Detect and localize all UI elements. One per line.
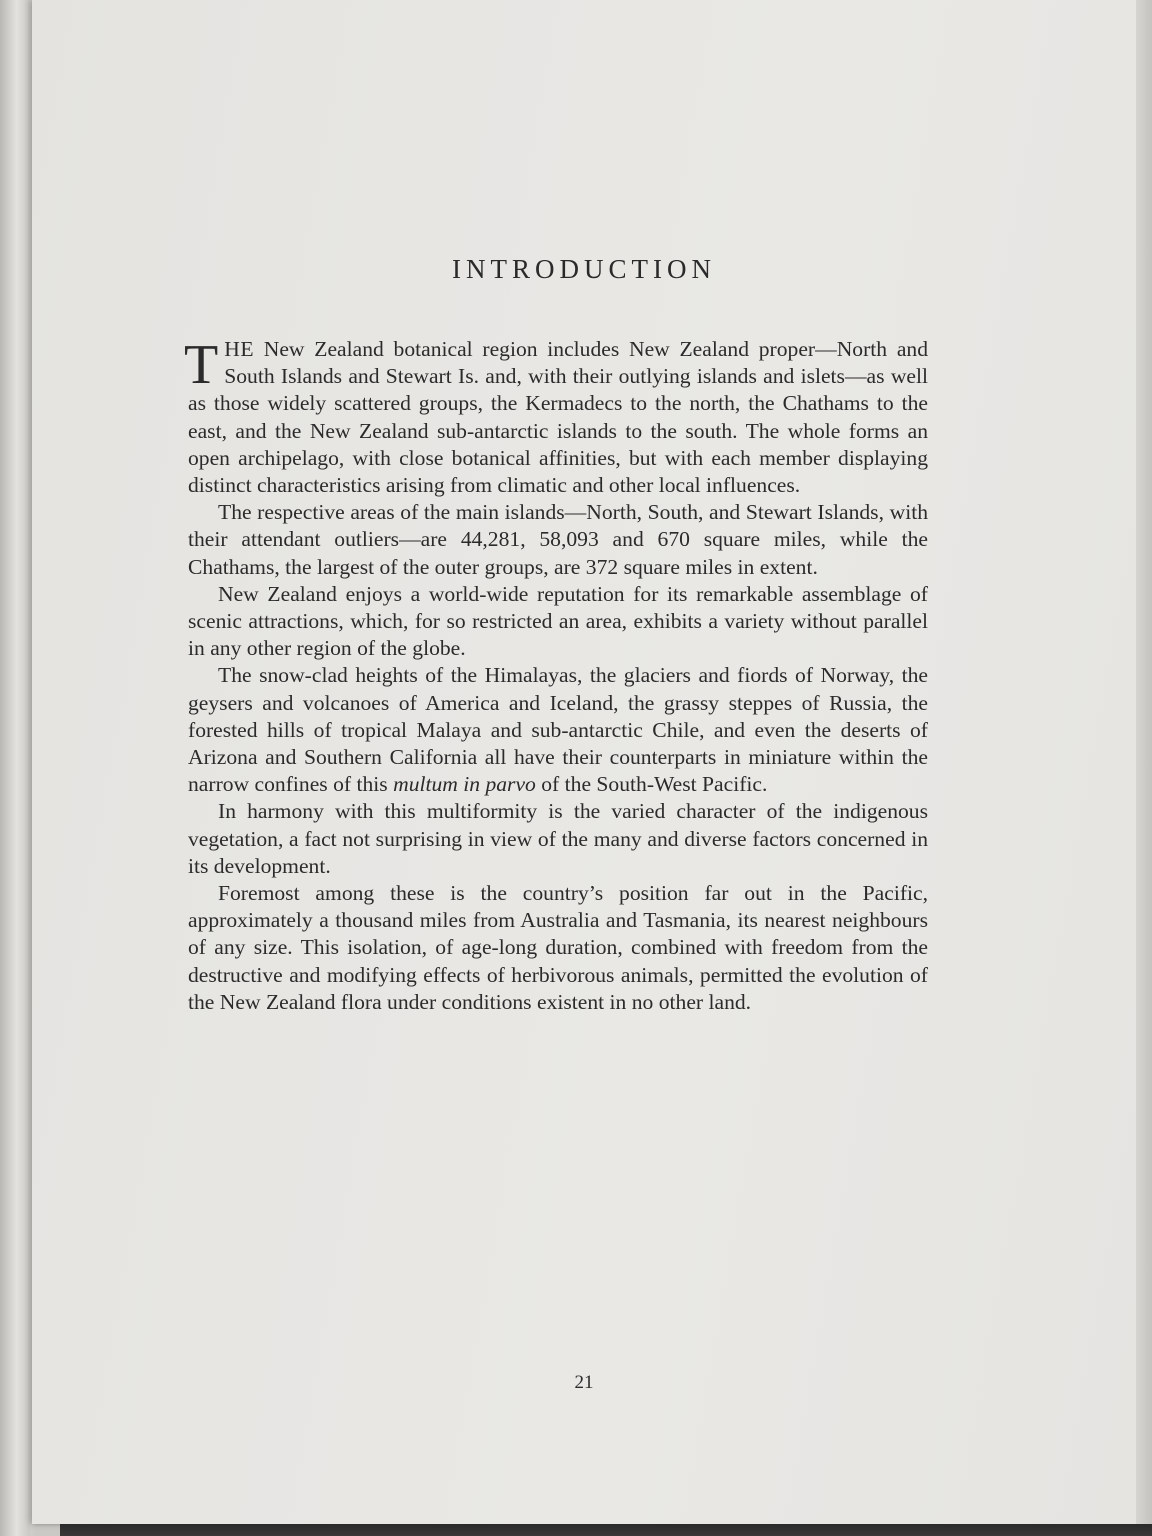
small-caps-lead: HE [224,337,255,361]
book-page [32,0,1136,1524]
body-text [184,334,928,1016]
paragraph-3: New Zealand enjoys a world-wide reputation for its remarkable assemblage of scenic attractions, which, for so restricted an area, exhibits a variety without parallel in any other region of the globe. [188,581,928,661]
page-title: INTRODUCTION [452,254,716,284]
paragraph-4-end: of the South-West Pacific. [535,772,768,797]
paragraph-2: The respective areas of the main islands—North, South, and Stewart Islands, with their attendant outliers—are 44,281, 58,093 and 670 square miles, while the Chathams, the largest of the outer groups, are 372 square miles in extent. [188,500,928,579]
facing-page-edge [0,0,30,1536]
paragraph-1 [184,334,928,499]
drop-cap: T [184,334,219,396]
paragraph-1-text: New Zealand botanical region includes New Zealand proper—North and South Islands and Stewart Is. and, with their outlying islands and islets—as well as those widely scattered groups, the Kermadecs to the north, the Chathams to the east, and the New Zealand sub-antarctic islands to the south. The whole forms an open archipelago, with close botanical affinities, but with each member displaying distinct characteristics arising from climatic and other local influences. [188,337,928,498]
page-number: 21 [574,1372,594,1393]
paragraph-6: Foremost among these is the country’s position far out in the Pacific, approximately a thousand miles from Australia and Tasmania, its nearest neighbours of any size. This isolation, of age-long duration, combined with freedom from the destructive and modifying effects of herbivorous animals, permitted the evolution of the New Zealand flora under conditions existent in no other land. [188,881,928,1014]
paragraph-4-italic: multum in parvo [393,772,536,797]
page-bottom-shadow [60,1524,1152,1536]
page-right-edge [1136,0,1152,1524]
paragraph-5: In harmony with this multiformity is the varied character of the indigenous vegetation, a fact not surprising in view of the many and diverse factors concerned in its development. [188,799,928,878]
paragraph-4 [188,662,928,798]
paragraph-4-text: The snow-clad heights of the Himalayas, the glaciers and fiords of Norway, the geysers and volcanoes of America and Iceland, the grassy steppes of Russia, the forested hills of tropical Malaya and sub-antarctic Chile, and even the deserts of Arizona and Southern California all have their counterparts in miniature within the narrow confines of this [188,663,928,797]
